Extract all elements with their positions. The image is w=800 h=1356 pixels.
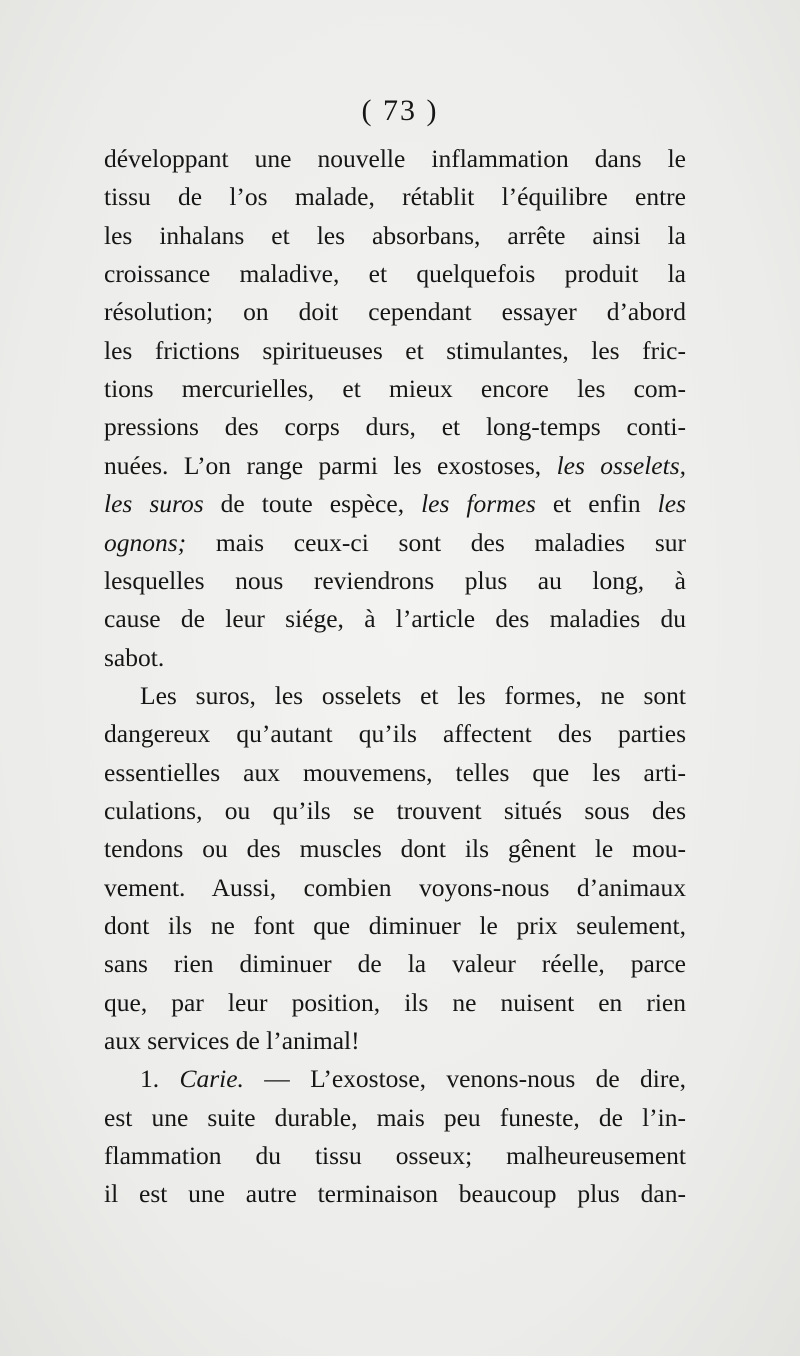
text-line [104, 255, 686, 293]
italic-term: les suros [104, 489, 204, 519]
text-line [104, 485, 686, 523]
text-line [104, 792, 686, 830]
text-line [104, 178, 686, 216]
text-line [104, 945, 686, 983]
text-segment: il est une autre terminaison beaucoup plus dan- [104, 1179, 686, 1209]
text-segment: résolution; on doit cependant essayer d’abord [104, 297, 686, 327]
text-segment: développant une nouvelle inflammation dans le [104, 144, 686, 173]
text-segment: Les suros, les osselets et les formes, ne sont [140, 680, 686, 710]
text-line [104, 677, 686, 715]
text-segment: flammation du tissu osseux; malheureusement [104, 1141, 686, 1171]
text-segment: tissu de l’os malade, rétablit l’équilibre entre [104, 182, 686, 212]
text-segment: dont ils ne font que diminuer le prix seulement, [104, 911, 686, 940]
text-line [104, 1060, 686, 1098]
text-segment: les frictions spiritueuses et stimulantes, les fric- [104, 335, 686, 365]
text-segment: que, par leur position, ils ne nuisent en rien [104, 987, 686, 1017]
text-line [104, 869, 686, 907]
text-line [104, 1099, 686, 1137]
text-line [104, 984, 686, 1022]
text-segment: et enfin [535, 489, 658, 519]
text-line [104, 332, 686, 370]
text-line [104, 715, 686, 753]
text-segment: pressions des corps durs, et long-temps conti- [104, 412, 686, 442]
text-segment: croissance maladive, et quelquefois produit la [104, 259, 686, 289]
italic-term: les formes [421, 489, 536, 519]
text-line [104, 600, 686, 638]
text-line [104, 447, 686, 485]
text-line [104, 370, 686, 408]
text-line [104, 217, 686, 255]
text-segment: vement. Aussi, combien voyons-nous d’animaux [104, 872, 686, 902]
italic-term: les [657, 489, 686, 519]
text-line [104, 293, 686, 331]
text-segment: culations, ou qu’ils se trouvent situés sous des [104, 795, 686, 825]
text-segment: 1. [140, 1064, 180, 1094]
text-line [104, 1022, 686, 1060]
page-number: ( 73 ) [361, 94, 439, 127]
text-segment: est une suite durable, mais peu funeste, de l’in- [104, 1102, 686, 1132]
text-segment: — L’exostose, venons-nous de dire, [243, 1064, 687, 1094]
text-line [104, 754, 686, 792]
text-segment: essentielles aux mouvemens, telles que les arti- [104, 757, 686, 787]
text-segment: lesquelles nous reviendrons plus au long, à [104, 565, 686, 595]
text-segment: tions mercurielles, et mieux encore les com- [104, 374, 686, 404]
text-segment: mais ceux-ci sont des maladies sur [186, 527, 686, 557]
text-line [104, 140, 686, 178]
text-line [104, 907, 686, 945]
text-segment: de toute espèce, [203, 489, 422, 519]
text-line [104, 524, 686, 562]
text-segment: aux services de l’animal! [104, 1026, 360, 1056]
text-line [104, 1137, 686, 1175]
text-segment: dangereux qu’autant qu’ils affectent des parties [104, 719, 686, 749]
text-segment: tendons ou des muscles dont ils gênent le mou- [104, 834, 686, 864]
text-line [104, 562, 686, 600]
text-segment: cause de leur siége, à l’article des maladies du [104, 604, 686, 634]
text-segment: nuées. L’on range parmi les exostoses, [104, 450, 557, 480]
text-line [104, 1175, 686, 1213]
text-line [104, 830, 686, 868]
text-line [104, 639, 686, 677]
italic-term: Carie. [179, 1064, 244, 1094]
text-segment: sans rien diminuer de la valeur réelle, parce [104, 949, 686, 979]
text-line [104, 408, 686, 446]
italic-term: ognons; [104, 527, 187, 557]
italic-term: les osselets, [556, 450, 686, 480]
text-segment: sabot. [104, 642, 165, 672]
text-segment: les inhalans et les absorbans, arrête ainsi la [104, 220, 686, 250]
